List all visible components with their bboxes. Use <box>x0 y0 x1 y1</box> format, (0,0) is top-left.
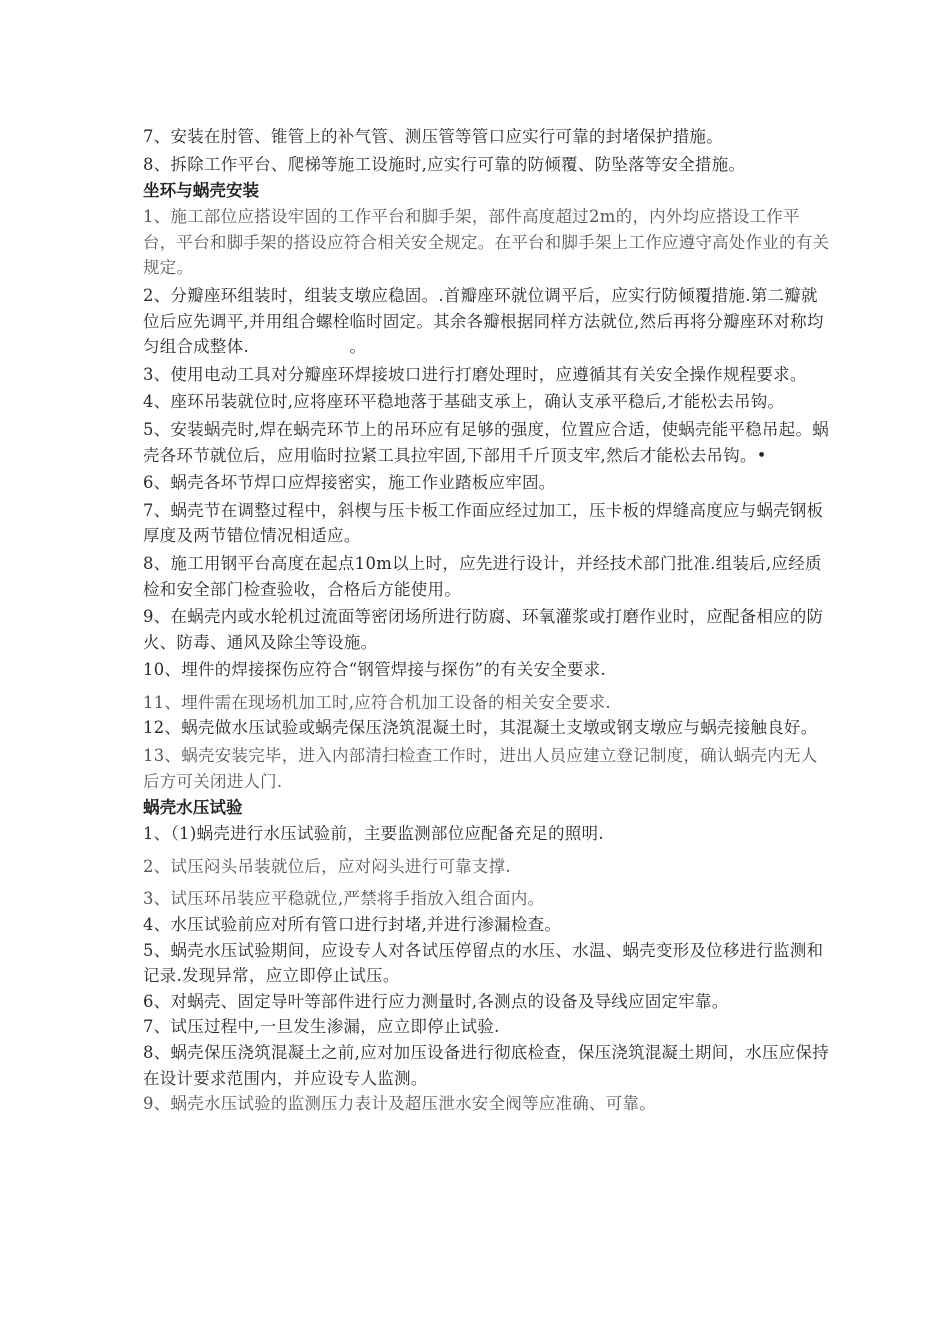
paragraph-test-9: 9、蜗壳水压试验的监测压力表计及超压泄水安全阀等应准确、可靠。 <box>143 1094 656 1114</box>
paragraph-item-5: 5、安装蜗壳时,焊在蜗壳环节上的吊环应有足够的强度，位置应合适，使蜗壳能平稳吊起。蜗壳各环节就位后，应用临时拉紧工具拉牢固,下部用千斤顶支牢,然后才能松去吊钩。• <box>143 419 829 465</box>
paragraph-test-7: 7、试压过程中,一旦发生渗漏，应立即停止试验. <box>143 1017 500 1037</box>
paragraph-item-3: 3、使用电动工具对分瓣座环焊接坡口进行打磨处理时，应遵循其有关安全操作规程要求。 <box>143 364 807 384</box>
section-heading-hydro-test: 蜗壳水压试验 <box>143 798 243 818</box>
paragraph-item-9: 9、在蜗壳内或水轮机过流面等密闭场所进行防腐、环氧灌浆或打磨作业时，应配备相应的防火、防毒、通风及除尘等设施。 <box>143 607 824 652</box>
paragraph-test-4: 4、水压试验前应对所有管口进行封堵,并进行渗漏检查。 <box>143 915 562 935</box>
document-body <box>143 124 833 1117</box>
paragraph-test-6: 6、对蜗壳、固定导叶等部件进行应力测量时,各测点的设备及导线应固定牢靠。 <box>143 991 729 1011</box>
paragraph-test-3: 3、试压环吊装应平稳就位,严禁将手指放入组合面内。 <box>143 889 545 909</box>
paragraph-test-1: 1、（1)蜗壳进行水压试验前，主要监测部位应配备充足的照明. <box>143 824 604 844</box>
paragraph-item-10: 10、埋件的焊接探伤应符合“钢管焊接与探伤”的有关安全要求. <box>143 660 607 680</box>
paragraph-item-11: 11、埋件需在现场机加工时,应符合机加工设备的相关安全要求. <box>143 692 611 712</box>
paragraph-item-7b: 7、蜗壳节在调整过程中，斜楔与压卡板工作面应经过加工，压卡板的焊缝高度应与蜗壳钢板厚度及两节错位情况相适应。 <box>143 500 824 546</box>
paragraph-item-4: 4、座环吊装就位时,应将座环平稳地落于基础支承上，确认支承平稳后,才能松去吊钩。 <box>143 392 785 412</box>
section-heading-seat-ring: 坐环与蜗壳安装 <box>143 181 260 201</box>
paragraph-item-8b: 8、施工用钢平台高度在起点10m以上时，应先进行设计，并经技术部门批准.组装后,应经质检和安全部门检查验收，合格后方能使用。 <box>143 553 822 599</box>
paragraph-item-6: 6、蜗壳各坏节焊口应焊接密实，施工作业踏板应牢固。 <box>143 473 556 493</box>
paragraph-test-8: 8、蜗壳保压浇筑混凝土之前,应对加压设备进行彻底检查，保压浇筑混凝土期间，水压应保持在设计要求范围内，并应设专人监测。 <box>143 1043 829 1088</box>
paragraph-item-12: 12、蜗壳做水压试验或蜗壳保压浇筑混凝土时，其混凝土支墩或钢支墩应与蜗壳接触良好。 <box>143 718 818 738</box>
paragraph-test-5: 5、蜗壳水压试验期间，应设专人对各试压停留点的水压、水温、蜗壳变形及位移进行监测和记录.发现异常，应立即停止试压。 <box>143 940 824 986</box>
paragraph-item-13: 13、蜗壳安装完毕，进入内部清扫检查工作时，进出人员应建立登记制度，确认蜗壳内无人后方可关闭进人门. <box>143 746 818 791</box>
paragraph-test-2: 2、试压闷头吊装就位后，应对闷头进行可靠支撑. <box>143 856 511 876</box>
paragraph-item-1: 1、施工部位应搭设牢固的工作平台和脚手架，部件高度超过2m的，内外均应搭设工作平台，平台和脚手架的搭设应符合相关安全规定。在平台和脚手架上工作应遵守高处作业的有关规定。 <box>143 207 830 278</box>
paragraph-item-7: 7、安装在肘管、锥管上的补气管、测压管等管口应实行可靠的封堵保护措施。 <box>143 127 723 146</box>
paragraph-item-8: 8、拆除工作平台、爬梯等施工设施时,应实行可靠的防倾覆、防坠落等安全措施。 <box>143 154 746 174</box>
paragraph-item-2: 2、分瓣座环组装时，组装支墩应稳固。.首瓣座环就位调平后，应实行防倾覆措施.第二瓣就位后应先调平,并用组合螺栓临时固定。其余各瓣根据同样方法就位,然后再将分瓣座环对称均匀组合成整体. 。 <box>143 285 824 357</box>
